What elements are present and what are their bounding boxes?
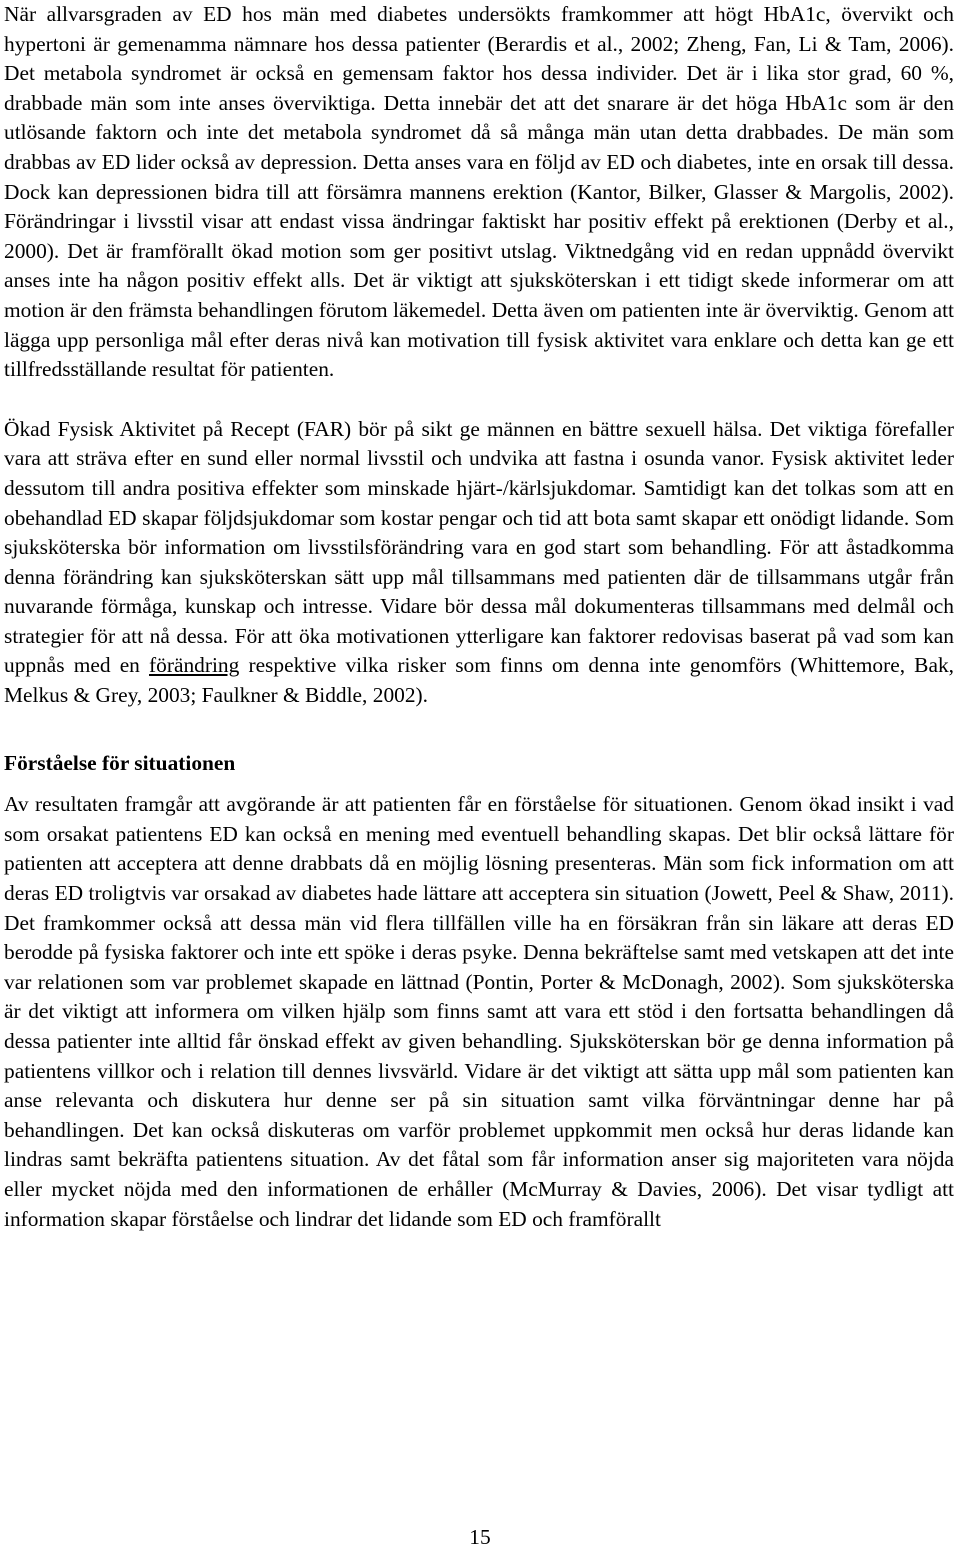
body-paragraph-3: Av resultaten framgår att avgörande är att patienten får en förståelse för situationen. Genom ökad insikt i vad som orsakat patientens ED kan också en mening med eventuell behandling skapas. Det blir också lättare för patienten att acceptera att denne drabbats då en möjlig lösning presenteras. Män som fick information om att deras ED troligtvis var orsakad av diabetes hade lättare att acceptera sin situation (Jowett, Peel & Shaw, 2011). Det framkommer också att dessa män vid flera tillfällen ville ha en försäkran från sin läkare att deras ED berodde på fysiska faktorer och inte ett spöke i deras psyke. Denna bekräftelse samt med vetskapen att det inte var relationen som var problemet skapade en lättnad (Pontin, Porter & McDonagh, 2002). Som sjuksköterska är det viktigt att informera om vilken hjälp som finns samt att vara ett stöd i den fortsatta behandlingen då dessa patienter inte alltid får önskad effekt av given behandling. Sjuksköterskan bör ge denna information på patientens villkor och i relation till dennes livsvärld. Vidare är det viktigt att sätta upp mål som patienten kan anse relevanta och diskutera hur denne ser på sin situation samt vilka förväntningar denne har på behandlingen. Det kan också diskuteras om varför problemet uppkommit men också hur deras lidande kan lindras samt bekräfta patientens situation. Av det fåtal som får information anser sig majoriteten vara nöjda eller mycket nöjda med den informationen de erhåller (McMurray & Davies, 2006). Det visar tydligt att information skapar förståelse och lindrar det lidande som ED och framförallt [4, 792, 954, 1231]
section-heading: Förståelse för situationen [4, 750, 236, 775]
page-number: 15 [469, 1525, 491, 1549]
paragraph-2-text-end: respektive vilka risker som finns om denna inte genomförs (Whittemore, Bak, Melkus & Grey, 2003; Faulkner & Biddle, 2002). [4, 653, 954, 708]
paragraph-2-text-start: Ökad Fysisk Aktivitet på Recept (FAR) bör på sikt ge männen en bättre sexuell hälsa. Det viktiga förefaller vara att sträva efter en sund eller normal livsstil och undvika att fastna i osunda vanor. Fysisk aktivitet leder dessutom till andra positiva effekter som minskade hjärt-/kärlsjukdomar. Samtidigt kan det tolkas som att en obehandlad ED skapar följdsjukdomar som kostar pengar och tid att bota samt skapar ett onödigt lidande. Som sjuksköterska bör information om livsstilsförändring vara en god start som behandling. För att åstadkomma denna förändring kan sjuksköterskan sätt upp mål tillsammans med patienten där de tillsammans utgår från nuvarande förmåga, kunskap och intresse. Vidare bör dessa mål dokumenteras tillsammans med delmål och strategier för att nå dessa. För att öka motivationen ytterligare kan faktorer redovisas baserat på vad som kan uppnås med en [4, 416, 954, 678]
body-paragraph-1: När allvarsgraden av ED hos män med diabetes undersökts framkommer att högt HbA1c, övervikt och hypertoni är gemenamma nämnare hos dessa patienter (Berardis et al., 2002; Zheng, Fan, Li & Tam, 2006). Det metabola syndromet är också en gemensam faktor hos dessa individer. Det är i lika stor grad, 60 %, drabbade män som inte anses överviktiga. Detta innebär det att det snarare är det höga HbA1c som är den utlösande faktorn och inte det metabola syndromet då så många män utan detta drabbades. De män som drabbas av ED lider också av depression. Detta anses vara en följd av ED och diabetes, inte en orsak till dessa. Dock kan depressionen bidra till att försämra mannens erektion (Kantor, Bilker, Glasser & Margolis, 2002). Förändringar i livsstil visar att endast vissa ändringar faktiskt har positiv effekt på erektionen (Derby et al., 2000). Det är framförallt ökad motion som ger positivt utslag. Viktnedgång vid en redan uppnådd övervikt anses inte ha någon positiv effekt alls. Det är viktigt att sjuksköterskan i ett tidigt skede informerar om att motion är den främsta behandlingen förutom läkemedel. Detta även om patienten inte är överviktig. Genom att lägga upp personliga mål efter deras nivå kan motivation till fysisk aktivitet vara enklare och detta kan ge ett tillfredsställande resultat för patienten. [4, 2, 954, 382]
document-page [4, 0, 954, 1234]
underlined-word: förändring [149, 653, 240, 678]
body-paragraph-2 [4, 415, 954, 711]
